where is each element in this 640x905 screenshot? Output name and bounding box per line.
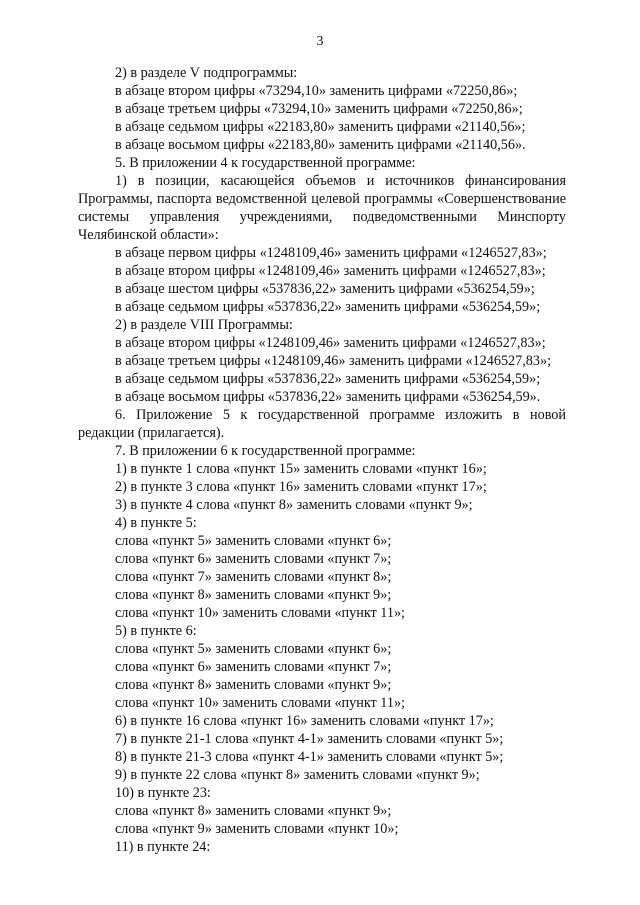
text-line: слова «пункт 8» заменить словами «пункт 9»; <box>115 677 392 693</box>
text-line: в абзаце втором цифры «1248109,46» заменить цифрами «1246527,83»; <box>115 335 546 351</box>
text-line: 6) в пункте 16 слова «пункт 16» заменить словами «пункт 17»; <box>115 713 494 729</box>
text-line: 7) в пункте 21-1 слова «пункт 4-1» заменить словами «пункт 5»; <box>115 731 504 747</box>
text-line: системы управления учреждениями, подведомственными Минспорту <box>78 209 566 225</box>
text-line: в абзаце третьем цифры «73294,10» заменить цифрами «72250,86»; <box>115 101 523 117</box>
text-line: 5) в пункте 6: <box>115 623 197 639</box>
text-line: в абзаце седьмом цифры «22183,80» заменить цифрами «21140,56»; <box>115 119 526 135</box>
text-line: слова «пункт 8» заменить словами «пункт 9»; <box>115 803 392 819</box>
text-line: 2) в пункте 3 слова «пункт 16» заменить словами «пункт 17»; <box>115 479 487 495</box>
text-line: в абзаце первом цифры «1248109,46» заменить цифрами «1246527,83»; <box>115 245 547 261</box>
text-line: в абзаце шестом цифры «537836,22» заменить цифрами «536254,59»; <box>115 281 535 297</box>
text-line: 3) в пункте 4 слова «пункт 8» заменить словами «пункт 9»; <box>115 497 473 513</box>
text-line: 10) в пункте 23: <box>115 785 211 801</box>
text-line: Челябинской области»: <box>78 227 219 243</box>
text-line: 2) в разделе VIII Программы: <box>115 317 293 333</box>
text-line: 2) в разделе V подпрограммы: <box>115 65 298 81</box>
text-line: слова «пункт 9» заменить словами «пункт 10»; <box>115 821 399 837</box>
text-line: слова «пункт 6» заменить словами «пункт 7»; <box>115 551 392 567</box>
text-line: в абзаце седьмом цифры «537836,22» заменить цифрами «536254,59»; <box>115 371 541 387</box>
text-line: 1) в пункте 1 слова «пункт 15» заменить словами «пункт 16»; <box>115 461 487 477</box>
text-line: в абзаце втором цифры «73294,10» заменить цифрами «72250,86»; <box>115 83 518 99</box>
text-line: 6. Приложение 5 к государственной программе изложить в новой <box>115 407 566 423</box>
text-line: слова «пункт 8» заменить словами «пункт 9»; <box>115 587 392 603</box>
text-line: 7. В приложении 6 к государственной программе: <box>115 443 416 459</box>
text-line: слова «пункт 7» заменить словами «пункт 8»; <box>115 569 392 585</box>
text-line: в абзаце третьем цифры «1248109,46» заменить цифрами «1246527,83»; <box>115 353 552 369</box>
text-line: слова «пункт 5» заменить словами «пункт 6»; <box>115 533 392 549</box>
text-line: 5. В приложении 4 к государственной программе: <box>115 155 416 171</box>
text-line: 9) в пункте 22 слова «пункт 8» заменить словами «пункт 9»; <box>115 767 480 783</box>
text-line: 4) в пункте 5: <box>115 515 197 531</box>
text-line: в абзаце восьмом цифры «22183,80» заменить цифрами «21140,56». <box>115 137 526 153</box>
text-line: редакции (прилагается). <box>78 425 225 441</box>
text-line: 11) в пункте 24: <box>115 839 211 855</box>
text-line: 8) в пункте 21-3 слова «пункт 4-1» заменить словами «пункт 5»; <box>115 749 504 765</box>
text-line: в абзаце восьмом цифры «537836,22» заменить цифрами «536254,59». <box>115 389 541 405</box>
document-body <box>78 64 566 856</box>
text-line: слова «пункт 6» заменить словами «пункт 7»; <box>115 659 392 675</box>
text-line: Программы, паспорта ведомственной целевой программы «Совершенствование <box>78 191 566 207</box>
page-number: 3 <box>316 34 324 49</box>
text-line: слова «пункт 5» заменить словами «пункт 6»; <box>115 641 392 657</box>
text-line: слова «пункт 10» заменить словами «пункт 11»; <box>115 695 405 711</box>
text-line: 1) в позиции, касающейся объемов и источников финансирования <box>115 173 566 189</box>
text-line: в абзаце седьмом цифры «537836,22» заменить цифрами «536254,59»; <box>115 299 541 315</box>
text-line: слова «пункт 10» заменить словами «пункт 11»; <box>115 605 405 621</box>
text-line: в абзаце втором цифры «1248109,46» заменить цифрами «1246527,83»; <box>115 263 546 279</box>
